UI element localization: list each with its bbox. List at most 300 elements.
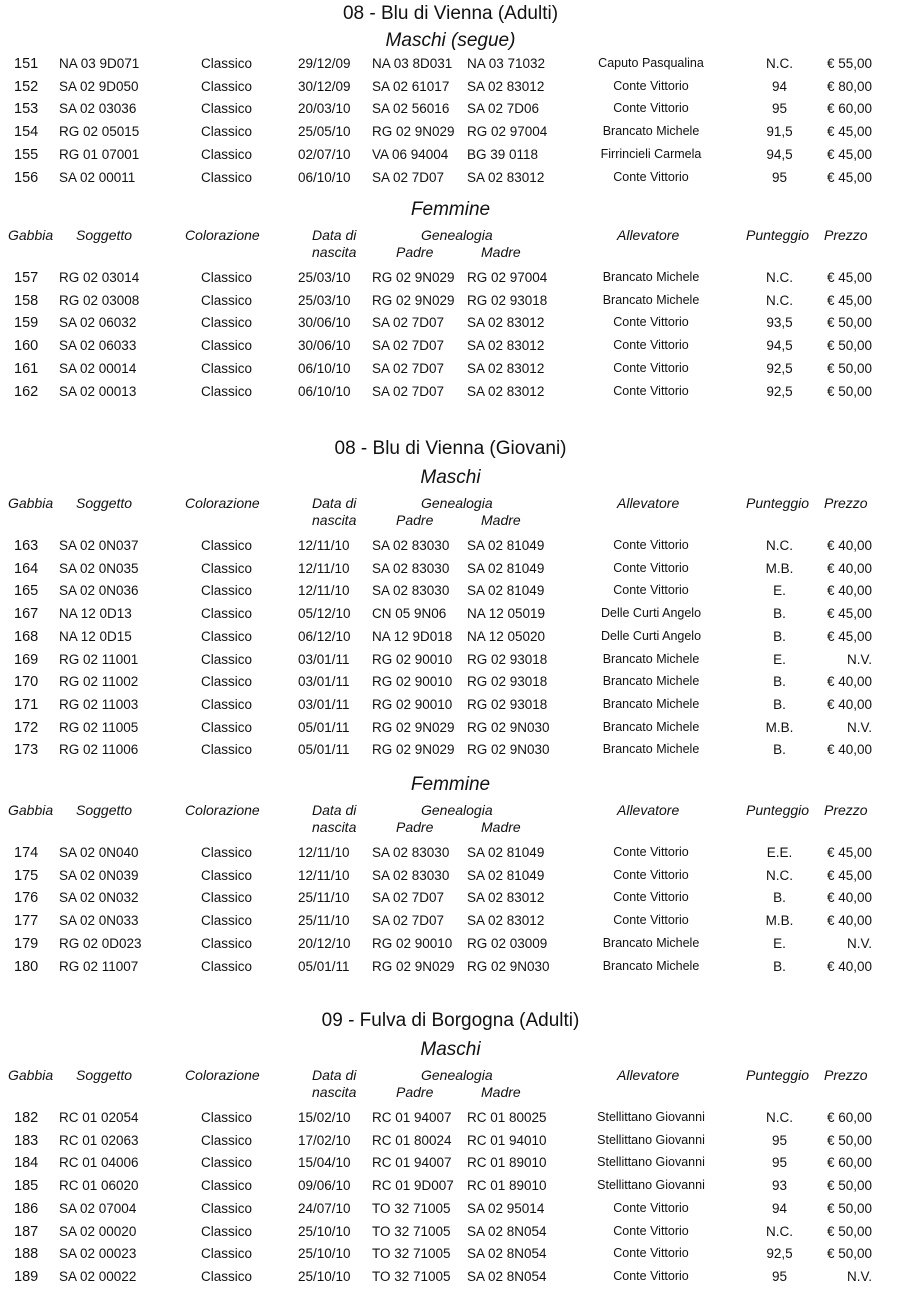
mother-ring: SA 02 81049 — [467, 538, 545, 553]
header-soggetto: Soggetto — [76, 802, 133, 818]
coloration: Classico — [201, 338, 253, 353]
header-punteggio: Punteggio — [746, 227, 810, 243]
header-gabbia: Gabbia — [8, 802, 54, 818]
subject-ring: SA 02 03036 — [59, 101, 137, 116]
table-row — [0, 1221, 901, 1243]
birth-date: 12/11/10 — [298, 845, 350, 860]
father-ring: SA 02 7D07 — [372, 913, 445, 928]
coloration: Classico — [201, 1155, 253, 1170]
father-ring: RC 01 94007 — [372, 1110, 452, 1125]
subject-ring: SA 02 06033 — [59, 338, 137, 353]
birth-date: 03/01/11 — [298, 697, 350, 712]
birth-date: 30/06/10 — [298, 315, 351, 330]
breeder-name: Stellittano Giovanni — [597, 1110, 705, 1124]
section-title: 09 - Fulva di Borgogna (Adulti) — [321, 1010, 580, 1031]
birth-date: 05/01/11 — [298, 742, 350, 757]
father-ring: VA 06 94004 — [372, 147, 449, 162]
birth-date: 05/12/10 — [298, 606, 351, 621]
table-row — [0, 358, 901, 380]
father-ring: NA 03 8D031 — [372, 56, 453, 71]
score: 94,5 — [766, 338, 793, 353]
score: B. — [773, 959, 786, 974]
subject-ring: SA 02 9D050 — [59, 79, 139, 94]
birth-date: 12/11/10 — [298, 561, 350, 576]
score: 95 — [771, 1133, 788, 1148]
breeder-name: Brancato Michele — [602, 270, 700, 284]
price: € 45,00 — [826, 147, 872, 162]
father-ring: RG 02 90010 — [372, 674, 453, 689]
mother-ring: SA 02 95014 — [467, 1201, 545, 1216]
father-ring: RG 02 9N029 — [372, 720, 455, 735]
column-header — [0, 495, 901, 535]
header-nascita: nascita — [312, 244, 357, 260]
subject-ring: RG 01 07001 — [59, 147, 140, 162]
breeder-name: Conte Vittorio — [613, 1201, 689, 1215]
subject-ring: SA 02 0N036 — [59, 583, 139, 598]
header-data-di: Data di — [312, 227, 357, 243]
price: € 45,00 — [826, 606, 872, 621]
coloration: Classico — [201, 315, 253, 330]
cage-number: 186 — [14, 1201, 39, 1217]
mother-ring: RG 02 93018 — [467, 293, 548, 308]
coloration: Classico — [201, 170, 253, 185]
header-allevatore: Allevatore — [617, 227, 680, 243]
header-punteggio: Punteggio — [746, 802, 810, 818]
score: 95 — [771, 1269, 788, 1284]
subject-ring: RG 02 11006 — [59, 742, 139, 757]
price: € 45,00 — [826, 868, 872, 883]
father-ring: SA 02 7D07 — [372, 338, 445, 353]
birth-date: 25/10/10 — [298, 1224, 351, 1239]
price: € 45,00 — [826, 270, 872, 285]
price: € 60,00 — [826, 101, 872, 116]
table-row — [0, 267, 901, 289]
subject-ring: SA 02 0N033 — [59, 913, 139, 928]
table-row — [0, 580, 901, 602]
header-madre: Madre — [481, 819, 521, 835]
coloration: Classico — [201, 868, 253, 883]
score: 92,5 — [766, 361, 793, 376]
table-row — [0, 1198, 901, 1220]
subject-ring: SA 02 00022 — [59, 1269, 137, 1284]
table-row — [0, 933, 901, 955]
coloration: Classico — [201, 101, 253, 116]
header-colorazione: Colorazione — [185, 495, 260, 511]
price: N.V. — [846, 720, 872, 735]
price: € 40,00 — [826, 890, 872, 905]
breeder-name: Conte Vittorio — [613, 868, 689, 882]
father-ring: SA 02 7D07 — [372, 170, 445, 185]
score: 92,5 — [766, 384, 793, 399]
coloration: Classico — [201, 79, 253, 94]
score: E.E. — [766, 845, 793, 860]
mother-ring: SA 02 83012 — [467, 361, 545, 376]
header-soggetto: Soggetto — [76, 227, 133, 243]
table-row — [0, 603, 901, 625]
price: N.V. — [846, 1269, 872, 1284]
coloration: Classico — [201, 890, 253, 905]
breeder-name: Conte Vittorio — [613, 361, 689, 375]
header-soggetto: Soggetto — [76, 1067, 133, 1083]
cage-number: 155 — [14, 147, 39, 163]
price: € 50,00 — [826, 315, 872, 330]
mother-ring: RC 01 94010 — [467, 1133, 547, 1148]
header-punteggio: Punteggio — [746, 495, 810, 511]
mother-ring: RC 01 80025 — [467, 1110, 547, 1125]
mother-ring: SA 02 81049 — [467, 583, 545, 598]
coloration: Classico — [201, 1269, 253, 1284]
father-ring: SA 02 83030 — [372, 538, 450, 553]
column-header — [0, 227, 901, 267]
subject-ring: SA 02 07004 — [59, 1201, 137, 1216]
birth-date: 06/12/10 — [298, 629, 351, 644]
coloration: Classico — [201, 384, 253, 399]
price: € 60,00 — [826, 1155, 872, 1170]
coloration: Classico — [201, 720, 253, 735]
coloration: Classico — [201, 742, 253, 757]
breeder-name: Brancato Michele — [602, 652, 700, 666]
price: € 50,00 — [826, 1133, 872, 1148]
coloration: Classico — [201, 606, 253, 621]
score: E. — [773, 936, 786, 951]
header-punteggio: Punteggio — [746, 1067, 810, 1083]
cage-number: 167 — [14, 606, 39, 622]
cage-number: 173 — [14, 742, 39, 758]
header-genealogia: Genealogia — [421, 495, 493, 511]
birth-date: 12/11/10 — [298, 583, 350, 598]
birth-date: 25/10/10 — [298, 1269, 351, 1284]
score: N.C. — [766, 293, 793, 308]
table-row — [0, 1243, 901, 1265]
score: 94 — [771, 79, 788, 94]
subject-ring: SA 02 0N040 — [59, 845, 139, 860]
table-row — [0, 290, 901, 312]
header-madre: Madre — [481, 1084, 521, 1100]
mother-ring: SA 02 83012 — [467, 913, 545, 928]
cage-number: 175 — [14, 868, 39, 884]
breeder-name: Conte Vittorio — [613, 890, 689, 904]
header-padre: Padre — [396, 244, 434, 260]
birth-date: 25/10/10 — [298, 1246, 351, 1261]
price: € 40,00 — [826, 697, 872, 712]
father-ring: RG 02 90010 — [372, 697, 453, 712]
father-ring: RG 02 9N029 — [372, 742, 455, 757]
price: € 40,00 — [826, 913, 872, 928]
father-ring: RG 02 9N029 — [372, 959, 455, 974]
group-title: Femmine — [410, 199, 491, 220]
table-row — [0, 1175, 901, 1197]
breeder-name: Conte Vittorio — [613, 384, 689, 398]
subject-ring: RG 02 11003 — [59, 697, 139, 712]
breeder-name: Brancato Michele — [602, 936, 700, 950]
mother-ring: SA 02 8N054 — [467, 1269, 547, 1284]
father-ring: RG 02 9N029 — [372, 270, 455, 285]
header-prezzo: Prezzo — [824, 495, 868, 511]
subject-ring: SA 02 00020 — [59, 1224, 137, 1239]
subject-ring: SA 02 0N037 — [59, 538, 139, 553]
breeder-name: Conte Vittorio — [613, 845, 689, 859]
header-nascita: nascita — [312, 512, 357, 528]
table-row — [0, 671, 901, 693]
header-gabbia: Gabbia — [8, 227, 54, 243]
mother-ring: SA 02 83012 — [467, 170, 545, 185]
section-title: 08 - Blu di Vienna (Giovani) — [334, 438, 567, 459]
coloration: Classico — [201, 1110, 253, 1125]
birth-date: 09/06/10 — [298, 1178, 351, 1193]
breeder-name: Brancato Michele — [602, 742, 700, 756]
column-header — [0, 802, 901, 842]
father-ring: SA 02 7D07 — [372, 315, 445, 330]
cage-number: 184 — [14, 1155, 39, 1171]
breeder-name: Conte Vittorio — [613, 913, 689, 927]
coloration: Classico — [201, 1133, 253, 1148]
table-row — [0, 649, 901, 671]
mother-ring: SA 02 83012 — [467, 890, 545, 905]
header-colorazione: Colorazione — [185, 227, 260, 243]
breeder-name: Conte Vittorio — [613, 338, 689, 352]
cage-number: 174 — [14, 845, 39, 861]
score: B. — [773, 697, 786, 712]
father-ring: SA 02 83030 — [372, 583, 450, 598]
mother-ring: SA 02 7D06 — [467, 101, 540, 116]
subject-ring: RG 02 11001 — [59, 652, 139, 667]
breeder-name: Brancato Michele — [602, 293, 700, 307]
birth-date: 12/11/10 — [298, 868, 350, 883]
birth-date: 24/07/10 — [298, 1201, 351, 1216]
table-row — [0, 1266, 901, 1288]
score: 91,5 — [766, 124, 793, 139]
breeder-name: Brancato Michele — [602, 959, 700, 973]
mother-ring: RG 02 97004 — [467, 124, 548, 139]
header-madre: Madre — [481, 244, 521, 260]
mother-ring: RC 01 89010 — [467, 1155, 547, 1170]
price: € 80,00 — [826, 79, 872, 94]
breeder-name: Conte Vittorio — [613, 1246, 689, 1260]
cage-number: 182 — [14, 1110, 39, 1126]
score: N.C. — [766, 538, 793, 553]
coloration: Classico — [201, 538, 253, 553]
subject-ring: SA 02 00023 — [59, 1246, 137, 1261]
father-ring: SA 02 83030 — [372, 868, 450, 883]
subject-ring: RC 01 04006 — [59, 1155, 139, 1170]
cage-number: 168 — [14, 629, 39, 645]
breeder-name: Conte Vittorio — [613, 1224, 689, 1238]
father-ring: CN 05 9N06 — [372, 606, 447, 621]
father-ring: RG 02 90010 — [372, 652, 453, 667]
price: N.V. — [846, 652, 872, 667]
father-ring: TO 32 71005 — [372, 1269, 451, 1284]
breeder-name: Brancato Michele — [602, 124, 700, 138]
score: 93 — [771, 1178, 788, 1193]
mother-ring: NA 03 71032 — [467, 56, 546, 71]
score: N.C. — [766, 1110, 793, 1125]
price: € 50,00 — [826, 1201, 872, 1216]
coloration: Classico — [201, 583, 253, 598]
score: M.B. — [765, 561, 794, 576]
mother-ring: RG 02 03009 — [467, 936, 548, 951]
subject-ring: RG 02 11005 — [59, 720, 139, 735]
score: M.B. — [765, 913, 794, 928]
cage-number: 157 — [14, 270, 39, 286]
mother-ring: NA 12 05020 — [467, 629, 546, 644]
coloration: Classico — [201, 293, 253, 308]
breeder-name: Brancato Michele — [602, 674, 700, 688]
mother-ring: RG 02 93018 — [467, 674, 548, 689]
father-ring: SA 02 7D07 — [372, 361, 445, 376]
table-row — [0, 53, 901, 75]
cage-number: 158 — [14, 293, 39, 309]
cage-number: 160 — [14, 338, 39, 354]
subject-ring: NA 12 0D13 — [59, 606, 132, 621]
birth-date: 06/10/10 — [298, 384, 351, 399]
cage-number: 161 — [14, 361, 39, 377]
table-row — [0, 144, 901, 166]
price: € 45,00 — [826, 170, 872, 185]
header-colorazione: Colorazione — [185, 1067, 260, 1083]
breeder-name: Delle Curti Angelo — [600, 629, 702, 643]
coloration: Classico — [201, 845, 253, 860]
mother-ring: RG 02 97004 — [467, 270, 548, 285]
subject-ring: RG 02 03014 — [59, 270, 140, 285]
father-ring: RG 02 9N029 — [372, 293, 455, 308]
cage-number: 156 — [14, 170, 39, 186]
breeder-name: Conte Vittorio — [613, 170, 689, 184]
mother-ring: SA 02 83012 — [467, 315, 545, 330]
cage-number: 170 — [14, 674, 39, 690]
header-allevatore: Allevatore — [617, 495, 680, 511]
coloration: Classico — [201, 1178, 253, 1193]
birth-date: 25/05/10 — [298, 124, 351, 139]
header-data-di: Data di — [312, 802, 357, 818]
father-ring: RC 01 9D007 — [372, 1178, 454, 1193]
mother-ring: RG 02 9N030 — [467, 742, 550, 757]
table-row — [0, 626, 901, 648]
coloration: Classico — [201, 629, 253, 644]
table-row — [0, 739, 901, 761]
header-padre: Padre — [396, 819, 434, 835]
header-gabbia: Gabbia — [8, 495, 54, 511]
father-ring: TO 32 71005 — [372, 1201, 451, 1216]
table-row — [0, 76, 901, 98]
table-row — [0, 167, 901, 189]
cage-number: 152 — [14, 79, 39, 95]
birth-date: 05/01/11 — [298, 959, 350, 974]
header-nascita: nascita — [312, 1084, 357, 1100]
score: B. — [773, 890, 786, 905]
birth-date: 12/11/10 — [298, 538, 350, 553]
coloration: Classico — [201, 652, 253, 667]
table-row — [0, 842, 901, 864]
birth-date: 30/06/10 — [298, 338, 351, 353]
price: € 40,00 — [826, 959, 872, 974]
birth-date: 15/02/10 — [298, 1110, 351, 1125]
score: 94,5 — [766, 147, 793, 162]
header-gabbia: Gabbia — [8, 1067, 54, 1083]
subject-ring: RG 02 03008 — [59, 293, 140, 308]
score: 95 — [771, 170, 788, 185]
breeder-name: Conte Vittorio — [613, 79, 689, 93]
score: E. — [773, 583, 786, 598]
group-title: Femmine — [410, 774, 491, 795]
score: N.C. — [766, 270, 793, 285]
subject-ring: RG 02 11002 — [59, 674, 139, 689]
score: 95 — [771, 1155, 788, 1170]
father-ring: RC 01 94007 — [372, 1155, 452, 1170]
father-ring: NA 12 9D018 — [372, 629, 453, 644]
cage-number: 164 — [14, 561, 39, 577]
mother-ring: NA 12 05019 — [467, 606, 546, 621]
breeder-name: Brancato Michele — [602, 697, 700, 711]
father-ring: TO 32 71005 — [372, 1246, 451, 1261]
score: 93,5 — [766, 315, 793, 330]
birth-date: 03/01/11 — [298, 674, 350, 689]
table-row — [0, 381, 901, 403]
father-ring: TO 32 71005 — [372, 1224, 451, 1239]
breeder-name: Conte Vittorio — [613, 101, 689, 115]
header-allevatore: Allevatore — [617, 802, 680, 818]
cage-number: 189 — [14, 1269, 39, 1285]
father-ring: SA 02 83030 — [372, 845, 450, 860]
section-title: 08 - Blu di Vienna (Adulti) — [342, 3, 559, 24]
score: N.C. — [766, 1224, 793, 1239]
father-ring: SA 02 7D07 — [372, 890, 445, 905]
breeder-name: Delle Curti Angelo — [600, 606, 702, 620]
price: € 40,00 — [826, 561, 872, 576]
mother-ring: SA 02 83012 — [467, 79, 545, 94]
score: 92,5 — [766, 1246, 793, 1261]
header-genealogia: Genealogia — [421, 802, 493, 818]
mother-ring: RG 02 93018 — [467, 697, 548, 712]
score: E. — [773, 652, 786, 667]
cage-number: 172 — [14, 720, 39, 736]
price: € 50,00 — [826, 338, 872, 353]
coloration: Classico — [201, 1246, 253, 1261]
price: € 40,00 — [826, 538, 872, 553]
price: € 45,00 — [826, 845, 872, 860]
table-row — [0, 956, 901, 978]
table-row — [0, 887, 901, 909]
price: € 55,00 — [826, 56, 872, 71]
coloration: Classico — [201, 936, 253, 951]
price: € 50,00 — [826, 1224, 872, 1239]
breeder-name: Conte Vittorio — [613, 1269, 689, 1283]
birth-date: 25/11/10 — [298, 913, 350, 928]
subject-ring: RC 01 02054 — [59, 1110, 139, 1125]
coloration: Classico — [201, 124, 253, 139]
price: € 40,00 — [826, 583, 872, 598]
table-row — [0, 312, 901, 334]
father-ring: SA 02 56016 — [372, 101, 450, 116]
cage-number: 179 — [14, 936, 39, 952]
table-row — [0, 1107, 901, 1129]
price: € 45,00 — [826, 629, 872, 644]
header-data-di: Data di — [312, 495, 357, 511]
birth-date: 25/03/10 — [298, 293, 351, 308]
cage-number: 185 — [14, 1178, 39, 1194]
table-row — [0, 1130, 901, 1152]
birth-date: 15/04/10 — [298, 1155, 351, 1170]
header-prezzo: Prezzo — [824, 227, 868, 243]
mother-ring: RC 01 89010 — [467, 1178, 547, 1193]
group-title: Maschi — [420, 467, 481, 488]
subject-ring: RG 02 05015 — [59, 124, 140, 139]
score: N.C. — [766, 56, 793, 71]
breeder-name: Brancato Michele — [602, 720, 700, 734]
subject-ring: SA 02 0N032 — [59, 890, 139, 905]
header-genealogia: Genealogia — [421, 1067, 493, 1083]
father-ring: SA 02 7D07 — [372, 384, 445, 399]
price: € 50,00 — [826, 384, 872, 399]
